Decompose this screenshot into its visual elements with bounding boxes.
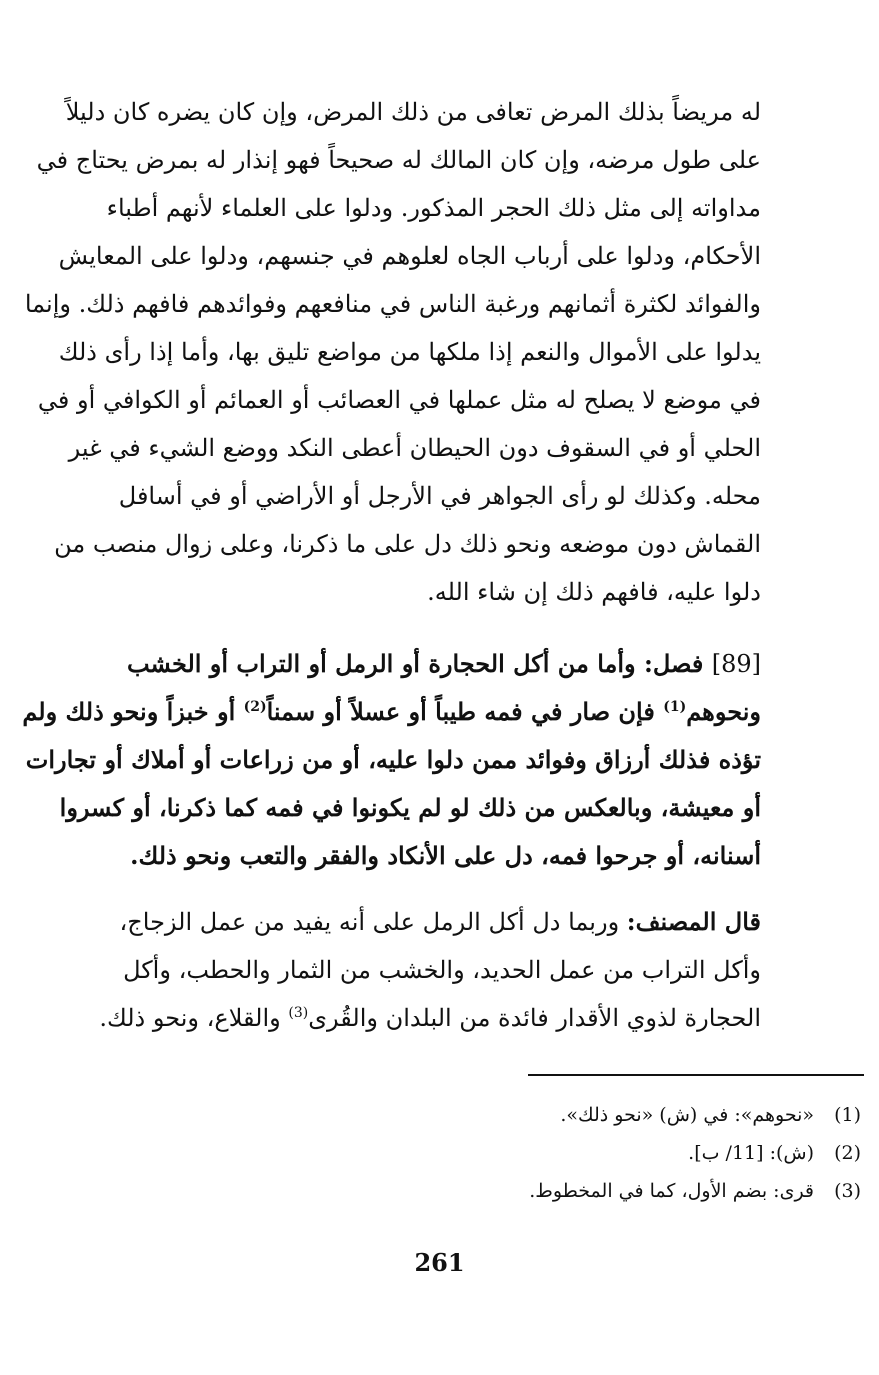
footnote-text: (ش): [11/ ب]. bbox=[688, 1142, 815, 1164]
text-line bbox=[99, 994, 761, 1042]
text-line: يدلوا على الأموال والنعم إذا ملكها من مواضع تليق بها، وأما إذا رأى ذلك bbox=[58, 338, 761, 366]
footnote-text: «نحوهم»: في (ش) «نحو ذلك». bbox=[560, 1104, 815, 1126]
text-line: تؤذه فذلك أرزاق وفوائد ممن دلوا عليه، أو من زراعات أو أملاك أو تجارات bbox=[25, 745, 761, 774]
page-number: 261 bbox=[414, 1248, 465, 1277]
text-fragment: وربما دل أكل الرمل على أنه يفيد من عمل الزجاج، bbox=[119, 908, 620, 936]
footnotes bbox=[41, 1096, 861, 1210]
text-fragment: وأما من أكل الحجارة أو الرمل أو التراب أو الخشب bbox=[126, 649, 636, 678]
footnote-divider bbox=[528, 1074, 864, 1076]
text-line: مداواته إلى مثل ذلك الحجر المذكور. ودلوا على العلماء لأنهم أطباء bbox=[106, 194, 761, 222]
text-fragment: الحجارة لذوي الأقدار فائدة من البلدان والقُرى bbox=[308, 1004, 761, 1032]
footnote-number: (3) bbox=[834, 1180, 861, 1202]
footnote-text: قرى: بضم الأول، كما في المخطوط. bbox=[529, 1180, 815, 1202]
footnote-item bbox=[41, 1096, 861, 1134]
section-word: فصل: bbox=[644, 649, 704, 678]
footnote-ref-2: (2) bbox=[243, 699, 267, 715]
text-line: القماش دون موضعه ونحو ذلك دل على ما ذكرنا، وعلى زوال منصب من bbox=[54, 530, 761, 558]
paragraph-1 bbox=[24, 88, 761, 616]
paragraph-3 bbox=[99, 898, 761, 1042]
footnote-number: (1) bbox=[834, 1104, 861, 1126]
text-line: أو معيشة، وبالعكس من ذلك لو لم يكونوا في فمه كما ذكرنا، أو كسروا bbox=[59, 793, 761, 822]
section-number: [89] bbox=[711, 650, 761, 678]
text-line bbox=[118, 898, 761, 946]
footnote-ref-3: (3) bbox=[288, 1005, 309, 1021]
text-line: وأكل التراب من عمل الحديد، والخشب من الثمار والحطب، وأكل bbox=[123, 956, 761, 984]
footnote-ref-1: (1) bbox=[663, 699, 687, 715]
text-line: له مريضاً بذلك المرض تعافى من ذلك المرض، وإن كان يضره كان دليلاً bbox=[65, 98, 761, 126]
text-line: في موضع لا يصلح له مثل عملها في العصائب أو العمائم أو الكوافي أو في bbox=[37, 386, 761, 414]
footnote-number: (2) bbox=[834, 1142, 861, 1164]
text-fragment: فإن صار في فمه طيباً أو عسلاً أو سمناً bbox=[266, 697, 655, 726]
text-fragment: أو خبزاً ونحو ذلك ولم bbox=[22, 697, 236, 726]
footnote-item bbox=[41, 1172, 861, 1210]
text-fragment: ونحوهم bbox=[686, 697, 761, 726]
text-fragment: والقلاع، ونحو ذلك. bbox=[99, 1004, 281, 1032]
text-line: دلوا عليه، فافهم ذلك إن شاء الله. bbox=[427, 578, 761, 606]
author-label: قال المصنف: bbox=[626, 907, 761, 936]
text-line: على طول مرضه، وإن كان المالك له صحيحاً فهو إنذار له بمرض يحتاج في bbox=[36, 146, 761, 174]
text-line: الأحكام، ودلوا على أرباب الجاه لعلوهم في جنسهم، ودلوا على المعايش bbox=[58, 242, 761, 270]
text-line bbox=[118, 640, 761, 688]
text-line: والفوائد لكثرة أثمانهم ورغبة الناس في منافعهم وفوائدهم فافهم ذلك. وإنما bbox=[24, 290, 761, 318]
paragraph-2 bbox=[22, 640, 761, 880]
footnote-item bbox=[41, 1134, 861, 1172]
text-line: أسنانه، أو جرحوا فمه، دل على الأنكاد والفقر والتعب ونحو ذلك. bbox=[130, 841, 761, 870]
text-line: محله. وكذلك لو رأى الجواهر في الأرجل أو الأراضي أو في أسافل bbox=[118, 482, 761, 510]
text-line bbox=[22, 688, 761, 736]
text-line: الحلي أو في السقوف دون الحيطان أعطى النكد ووضع الشيء في غير bbox=[68, 434, 761, 462]
